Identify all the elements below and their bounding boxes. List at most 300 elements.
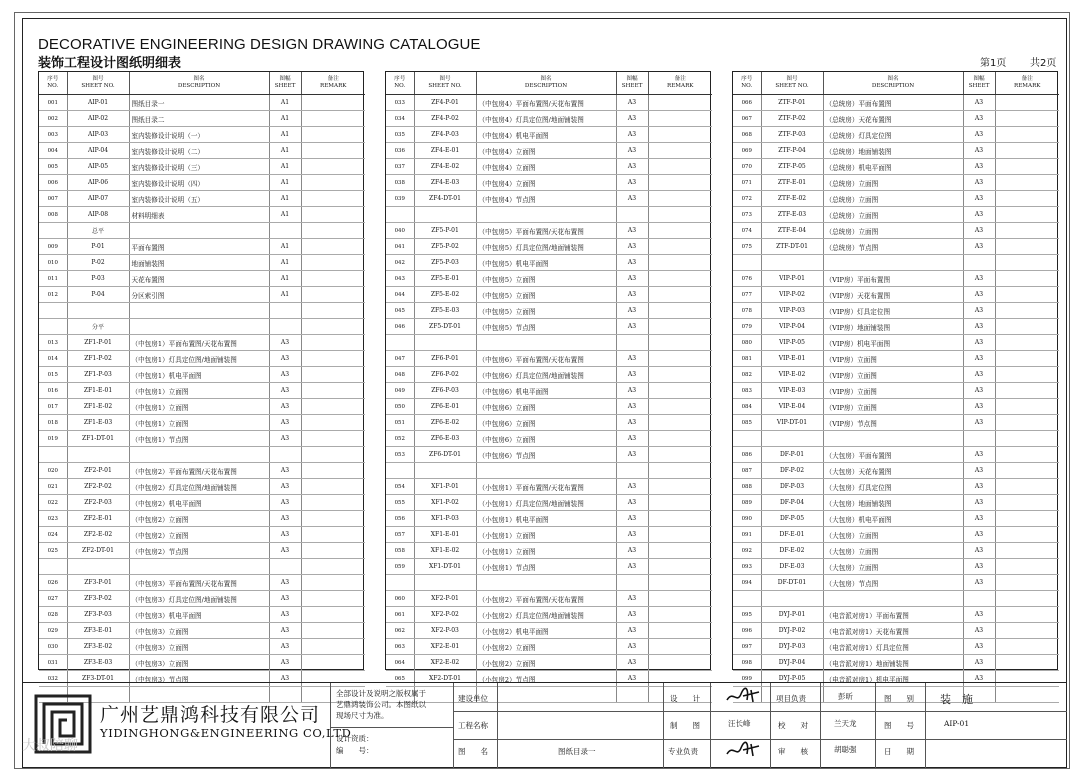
sheet-description: （中包房6）节点图: [476, 447, 616, 463]
sheet-description: [476, 207, 616, 223]
row-number: [386, 335, 414, 351]
table-row: [386, 543, 712, 559]
sheet-remark: [301, 367, 365, 383]
sheet-number: [414, 335, 476, 351]
row-number: 019: [39, 431, 67, 447]
sheet-description: （VIP房）立面图: [823, 383, 963, 399]
sheet-size: A3: [963, 367, 995, 383]
sheet-number: ZF2-DT-01: [67, 543, 129, 559]
sheet-remark: [995, 447, 1059, 463]
sheet-size: A3: [616, 223, 648, 239]
row-number: 010: [39, 255, 67, 271]
table-row: [386, 591, 712, 607]
table-row: [733, 383, 1059, 399]
sheet-number: DYJ-P-04: [761, 655, 823, 671]
sheet-description: （中包房2）机电平面图: [129, 495, 269, 511]
table-row: [386, 559, 712, 575]
table-row: [733, 319, 1059, 335]
table-row: [39, 351, 365, 367]
sheet-size: A3: [269, 367, 301, 383]
row-number: 053: [386, 447, 414, 463]
sheet-number: VIP-DT-01: [761, 415, 823, 431]
table-row: [733, 575, 1059, 591]
sheet-description: （中包房6）平面布置图/天花布置图: [476, 351, 616, 367]
row-number: 086: [733, 447, 761, 463]
sheet-size: A3: [616, 447, 648, 463]
sheet-size: A1: [269, 159, 301, 175]
row-number: [39, 223, 67, 239]
row-number: 023: [39, 511, 67, 527]
sheet-number: ZTF-P-04: [761, 143, 823, 159]
sheet-size: A3: [963, 111, 995, 127]
col-header-sheet-size: [616, 72, 648, 95]
sheet-size: A3: [616, 239, 648, 255]
sheet-description: 材料明细表: [129, 207, 269, 223]
sheet-number: AIP-06: [67, 175, 129, 191]
sheet-size: [616, 207, 648, 223]
row-number: 044: [386, 287, 414, 303]
row-number: 031: [39, 655, 67, 671]
sheet-description: （大包房）平面布置图: [823, 447, 963, 463]
sheet-remark: [995, 335, 1059, 351]
sheet-description: （中包房4）立面图: [476, 159, 616, 175]
sheet-remark: [648, 271, 712, 287]
sheet-remark: [995, 271, 1059, 287]
row-number: 025: [39, 543, 67, 559]
row-number: 037: [386, 159, 414, 175]
table-row: [733, 351, 1059, 367]
row-number: 085: [733, 415, 761, 431]
project-lead-label: 项目负责: [776, 694, 806, 703]
sheet-size: A1: [269, 111, 301, 127]
sheet-number: DF-E-01: [761, 527, 823, 543]
table-row: [733, 399, 1059, 415]
row-number: 091: [733, 527, 761, 543]
row-number: 054: [386, 479, 414, 495]
header-cn: 图号: [439, 76, 451, 82]
sheet-description: （中包房4）立面图: [476, 175, 616, 191]
sheet-remark: [301, 415, 365, 431]
title-chinese: 装饰工程设计图纸明细表: [38, 56, 182, 71]
row-number: 090: [733, 511, 761, 527]
sheet-size: A1: [269, 191, 301, 207]
table-row: [39, 431, 365, 447]
row-number: 084: [733, 399, 761, 415]
sheet-description: （小包房2）平面布置图/天花布置图: [476, 591, 616, 607]
sheet-number: [67, 559, 129, 575]
row-number: 074: [733, 223, 761, 239]
sheet-size: A3: [616, 415, 648, 431]
table-row: [733, 623, 1059, 639]
table-row: [386, 511, 712, 527]
row-number: 083: [733, 383, 761, 399]
row-number: 021: [39, 479, 67, 495]
sheet-remark: [301, 447, 365, 463]
row-number: 014: [39, 351, 67, 367]
row-number: 042: [386, 255, 414, 271]
sheet-description: （中包房1）机电平面图: [129, 367, 269, 383]
row-number: 036: [386, 143, 414, 159]
sheet-remark: [995, 383, 1059, 399]
sheet-number: XF2-P-02: [414, 607, 476, 623]
table-row: [386, 655, 712, 671]
row-number: 005: [39, 159, 67, 175]
header-en: SHEET: [968, 83, 990, 89]
table-row: [39, 575, 365, 591]
sheet-description: （中包房1）节点图: [129, 431, 269, 447]
sheet-description: （VIP房）节点图: [823, 415, 963, 431]
row-number: 061: [386, 607, 414, 623]
row-number: 062: [386, 623, 414, 639]
table-row: [386, 399, 712, 415]
row-number: 012: [39, 287, 67, 303]
row-number: 067: [733, 111, 761, 127]
table-row: [39, 495, 365, 511]
sheet-size: A1: [269, 175, 301, 191]
sheet-size: A3: [963, 671, 995, 687]
sheet-size: A3: [616, 495, 648, 511]
sheet-remark: [301, 239, 365, 255]
sheet-remark: [301, 431, 365, 447]
sheet-description: （中包房2）立面图: [129, 511, 269, 527]
sheet-remark: [301, 111, 365, 127]
design-label: 设 计: [670, 694, 700, 703]
sheet-description: （小包房1）机电平面图: [476, 511, 616, 527]
table-row: [386, 367, 712, 383]
sheet-number: ZTF-P-01: [761, 95, 823, 111]
sheet-number: DF-P-02: [761, 463, 823, 479]
sheet-size: A3: [963, 623, 995, 639]
sheet-number: DYJ-P-02: [761, 623, 823, 639]
row-number: 050: [386, 399, 414, 415]
table-row: [733, 95, 1059, 111]
sheet-remark: [995, 543, 1059, 559]
row-number: 004: [39, 143, 67, 159]
sheet-size: A3: [963, 335, 995, 351]
sheet-number: ZF5-DT-01: [414, 319, 476, 335]
sheet-size: A3: [963, 159, 995, 175]
sheet-remark: [995, 159, 1059, 175]
sheet-size: A3: [616, 95, 648, 111]
sheet-size: A3: [963, 399, 995, 415]
header-en: SHEET: [274, 83, 296, 89]
sheet-description: （中包房6）机电平面图: [476, 383, 616, 399]
row-number: 029: [39, 623, 67, 639]
sheet-remark: [648, 527, 712, 543]
catalogue-table-3: [732, 71, 1058, 684]
table-row: [386, 319, 712, 335]
sheet-number: VIP-E-04: [761, 399, 823, 415]
sheet-number: ZF1-P-02: [67, 351, 129, 367]
sheet-number: VIP-E-02: [761, 367, 823, 383]
header-cn: 图幅: [973, 76, 985, 82]
table-row: [386, 351, 712, 367]
sheet-description: （总统房）天花布置图: [823, 111, 963, 127]
professional-lead-signature: [725, 740, 761, 760]
sheet-remark: [301, 127, 365, 143]
sheet-size: A3: [616, 655, 648, 671]
sheet-number: ZF5-P-01: [414, 223, 476, 239]
col-header-remark: [301, 72, 365, 95]
sheet-remark: [648, 447, 712, 463]
sheet-description: [476, 463, 616, 479]
sheet-description: （中包房2）平面布置图/天花布置图: [129, 463, 269, 479]
sheet-description: （中包房3）平面布置图/天花布置图: [129, 575, 269, 591]
row-number: 006: [39, 175, 67, 191]
sheet-description: 图纸目录一: [129, 95, 269, 111]
row-number: 088: [733, 479, 761, 495]
sheet-number: ZTF-P-03: [761, 127, 823, 143]
table-row: [733, 303, 1059, 319]
sheet-description: （总统房）平面布置图: [823, 95, 963, 111]
sheet-remark: [648, 495, 712, 511]
sheet-number: ZF3-E-03: [67, 655, 129, 671]
header-cn: 备注: [1021, 76, 1033, 82]
sheet-number: XF1-DT-01: [414, 559, 476, 575]
row-number: 093: [733, 559, 761, 575]
sheet-number: VIP-P-03: [761, 303, 823, 319]
sheet-size: A3: [963, 527, 995, 543]
sheet-size: A3: [616, 431, 648, 447]
table-row: [733, 463, 1059, 479]
sheet-number: VIP-P-02: [761, 287, 823, 303]
sheet-number: VIP-P-05: [761, 335, 823, 351]
sheet-size: A3: [616, 639, 648, 655]
sheet-number: ZF5-P-03: [414, 255, 476, 271]
table-row: [733, 495, 1059, 511]
row-number: 040: [386, 223, 414, 239]
sheet-description: （中包房3）立面图: [129, 655, 269, 671]
sheet-size: [269, 559, 301, 575]
col-header-description: [129, 72, 269, 95]
sheet-description: （中包房5）灯具定位图/地面铺装图: [476, 239, 616, 255]
sheet-number: ZF2-E-01: [67, 511, 129, 527]
sheet-size: A3: [616, 367, 648, 383]
row-number: 070: [733, 159, 761, 175]
sheet-size: A3: [963, 511, 995, 527]
row-number: 047: [386, 351, 414, 367]
header-en: NO.: [741, 83, 753, 89]
sheet-description: [129, 223, 269, 239]
sheet-description: 室内装修设计说明（一）: [129, 127, 269, 143]
sheet-remark: [648, 415, 712, 431]
sheet-remark: [648, 399, 712, 415]
sheet-number: VIP-P-04: [761, 319, 823, 335]
sheet-number: DYJ-P-01: [761, 607, 823, 623]
sheet-remark: [648, 575, 712, 591]
table-row: [39, 527, 365, 543]
row-number: 001: [39, 95, 67, 111]
sheet-size: A3: [963, 383, 995, 399]
sheet-number: P-01: [67, 239, 129, 255]
sheet-description: （VIP房）机电平面图: [823, 335, 963, 351]
sheet-number: ZF5-E-01: [414, 271, 476, 287]
row-number: 045: [386, 303, 414, 319]
page-current: 第1页: [980, 58, 1007, 69]
drawing-name-value: 图纸目录一: [558, 747, 596, 756]
sheet-remark: [648, 319, 712, 335]
sheet-description: （中包房5）立面图: [476, 287, 616, 303]
table-row: [386, 575, 712, 591]
sheet-number: XF2-P-03: [414, 623, 476, 639]
sheet-number: DF-E-02: [761, 543, 823, 559]
row-number: 015: [39, 367, 67, 383]
sheet-remark: [301, 479, 365, 495]
row-number: 008: [39, 207, 67, 223]
sheet-remark: [995, 559, 1059, 575]
sheet-remark: [648, 127, 712, 143]
row-number: 080: [733, 335, 761, 351]
sheet-number: XF2-E-01: [414, 639, 476, 655]
sheet-size: [616, 575, 648, 591]
serial-number-label: 编 号：: [336, 746, 374, 755]
sheet-remark: [301, 175, 365, 191]
sheet-remark: [648, 159, 712, 175]
row-number: 075: [733, 239, 761, 255]
sheet-remark: [301, 143, 365, 159]
table-row: [733, 223, 1059, 239]
sheet-remark: [995, 655, 1059, 671]
header-en: SHEET NO.: [775, 83, 809, 89]
sheet-size: A3: [269, 607, 301, 623]
sheet-number: XF1-E-01: [414, 527, 476, 543]
sheet-description: （中包房5）立面图: [476, 303, 616, 319]
check-label: 校 对: [778, 721, 808, 730]
sheet-description: （大包房）立面图: [823, 559, 963, 575]
table-row: [733, 255, 1059, 271]
sheet-description: （总统房）立面图: [823, 223, 963, 239]
sheet-description: （VIP房）立面图: [823, 399, 963, 415]
sheet-remark: [301, 607, 365, 623]
sheet-number: DF-P-05: [761, 511, 823, 527]
sheet-description: [823, 255, 963, 271]
sheet-number: AIP-08: [67, 207, 129, 223]
row-number: 017: [39, 399, 67, 415]
sheet-size: A3: [963, 447, 995, 463]
sheet-remark: [301, 559, 365, 575]
title-english: DECORATIVE ENGINEERING DESIGN DRAWING CATALOGUE: [38, 36, 481, 53]
sheet-number: [761, 591, 823, 607]
sheet-remark: [995, 351, 1059, 367]
sheet-size: A1: [269, 239, 301, 255]
sheet-description: （中包房5）机电平面图: [476, 255, 616, 271]
page-total: 共2页: [1030, 58, 1057, 69]
sheet-remark: [648, 623, 712, 639]
header-en: DESCRIPTION: [871, 83, 915, 89]
sheet-description: （中包房4）机电平面图: [476, 127, 616, 143]
row-number: 089: [733, 495, 761, 511]
sheet-remark: [648, 207, 712, 223]
header-cn: 图幅: [279, 76, 291, 82]
sheet-description: （中包房3）立面图: [129, 639, 269, 655]
sheet-number: 总平: [67, 223, 129, 239]
project-lead-name: 彭昕: [838, 692, 853, 701]
company-name-cn: 广州艺鼎鸿科技有限公司: [100, 704, 321, 726]
sheet-remark: [995, 175, 1059, 191]
row-number: 038: [386, 175, 414, 191]
table-row: [39, 111, 365, 127]
sheet-remark: [995, 575, 1059, 591]
sheet-remark: [995, 287, 1059, 303]
sheet-number: VIP-P-01: [761, 271, 823, 287]
sheet-remark: [301, 575, 365, 591]
row-number: 095: [733, 607, 761, 623]
sheet-remark: [995, 303, 1059, 319]
row-number: 081: [733, 351, 761, 367]
sheet-size: [963, 431, 995, 447]
sheet-description: [823, 431, 963, 447]
sheet-size: A3: [616, 143, 648, 159]
sheet-number: DF-E-03: [761, 559, 823, 575]
sheet-description: （中包房2）节点图: [129, 543, 269, 559]
sheet-size: A3: [616, 175, 648, 191]
sheet-number: DF-DT-01: [761, 575, 823, 591]
col-header-no: [39, 72, 67, 95]
sheet-remark: [995, 255, 1059, 271]
row-number: 027: [39, 591, 67, 607]
sheet-number: ZF4-P-03: [414, 127, 476, 143]
draw-label: 制 图: [670, 721, 700, 730]
header-cn: 图名: [193, 76, 205, 82]
table-row: [386, 207, 712, 223]
sheet-size: A3: [963, 175, 995, 191]
copyright-line-3: 现场尺寸为准。: [336, 711, 389, 720]
build-unit-label: 建设单位: [458, 694, 488, 703]
table-row: [39, 367, 365, 383]
col-header-sheet-size: [963, 72, 995, 95]
sheet-number: XF1-P-01: [414, 479, 476, 495]
table-row: [733, 335, 1059, 351]
header-en: DESCRIPTION: [177, 83, 221, 89]
sheet-description: （小包房1）立面图: [476, 527, 616, 543]
header-cn: 图名: [887, 76, 899, 82]
sheet-number: ZF3-P-01: [67, 575, 129, 591]
table-row: [386, 127, 712, 143]
row-number: 069: [733, 143, 761, 159]
category-label: 图 别: [884, 694, 914, 703]
header-en: SHEET NO.: [81, 83, 115, 89]
sheet-number: [414, 207, 476, 223]
sheet-remark: [301, 591, 365, 607]
row-number: [39, 447, 67, 463]
catalogue-grid: [39, 72, 365, 703]
sheet-description: 天花布置图: [129, 271, 269, 287]
sheet-size: A3: [963, 319, 995, 335]
sheet-number: ZF1-E-02: [67, 399, 129, 415]
table-row: [386, 287, 712, 303]
sheet-number: ZF5-E-03: [414, 303, 476, 319]
table-row: [39, 623, 365, 639]
sheet-remark: [648, 143, 712, 159]
table-row: [39, 415, 365, 431]
sheet-size: A3: [963, 655, 995, 671]
col-header-remark: [648, 72, 712, 95]
table-row: [386, 271, 712, 287]
sheet-size: A3: [963, 463, 995, 479]
sheet-remark: [995, 191, 1059, 207]
sheet-size: A3: [616, 511, 648, 527]
sheet-number: ZF2-E-02: [67, 527, 129, 543]
catalogue-table-2: [385, 71, 711, 684]
table-row: [733, 415, 1059, 431]
row-number: 034: [386, 111, 414, 127]
row-number: 048: [386, 367, 414, 383]
sheet-number: ZF1-E-01: [67, 383, 129, 399]
sheet-description: （总统房）地面铺装图: [823, 143, 963, 159]
header-cn: 图号: [92, 76, 104, 82]
sheet-description: 室内装修设计说明（二）: [129, 143, 269, 159]
row-number: 097: [733, 639, 761, 655]
